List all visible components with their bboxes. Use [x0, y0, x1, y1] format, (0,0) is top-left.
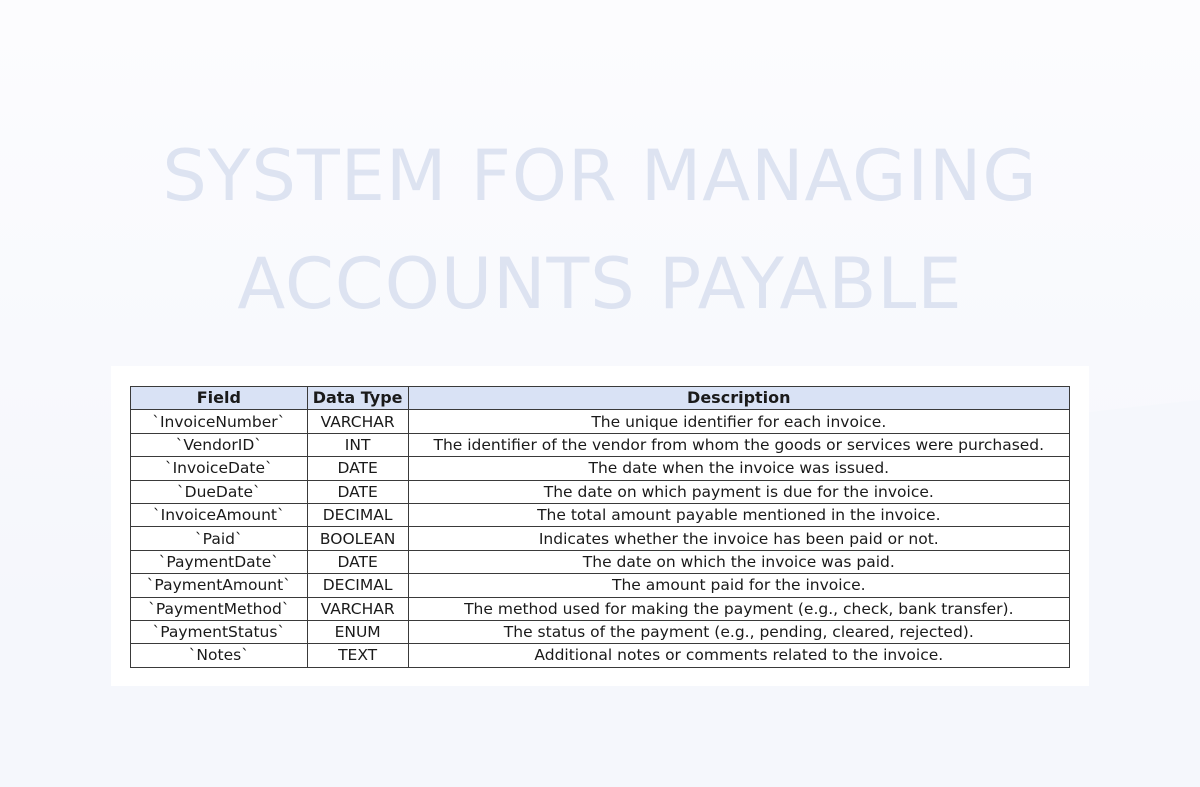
table-card [111, 366, 1089, 686]
table-row [131, 457, 1070, 480]
cell-field: `VendorID` [131, 433, 308, 456]
cell-description: Indicates whether the invoice has been paid or not. [408, 527, 1069, 550]
cell-description: The unique identifier for each invoice. [408, 410, 1069, 433]
page-title-line-2: ACCOUNTS PAYABLE [237, 243, 963, 325]
cell-data-type: VARCHAR [307, 597, 408, 620]
table-row [131, 620, 1070, 643]
cell-description: The date when the invoice was issued. [408, 457, 1069, 480]
cell-data-type: DATE [307, 480, 408, 503]
cell-field: `PaymentMethod` [131, 597, 308, 620]
cell-field: `Paid` [131, 527, 308, 550]
cell-description: Additional notes or comments related to the invoice. [408, 644, 1069, 667]
cell-field: `PaymentStatus` [131, 620, 308, 643]
fields-table [130, 386, 1070, 668]
cell-field: `InvoiceAmount` [131, 503, 308, 526]
cell-data-type: DATE [307, 457, 408, 480]
page-title-line-1: SYSTEM FOR MANAGING [162, 135, 1038, 217]
cell-field: `InvoiceNumber` [131, 410, 308, 433]
table-row [131, 503, 1070, 526]
cell-field: `PaymentDate` [131, 550, 308, 573]
table-header [131, 387, 1070, 410]
table-row [131, 574, 1070, 597]
table-header-row [131, 387, 1070, 410]
cell-field: `Notes` [131, 644, 308, 667]
table-row [131, 410, 1070, 433]
table-row [131, 644, 1070, 667]
column-header-description: Description [408, 387, 1069, 410]
cell-description: The identifier of the vendor from whom the goods or services were purchased. [408, 433, 1069, 456]
cell-data-type: DECIMAL [307, 503, 408, 526]
cell-description: The date on which the invoice was paid. [408, 550, 1069, 573]
cell-field: `InvoiceDate` [131, 457, 308, 480]
cell-data-type: DATE [307, 550, 408, 573]
table-body [131, 410, 1070, 667]
table-row [131, 597, 1070, 620]
cell-data-type: INT [307, 433, 408, 456]
cell-description: The total amount payable mentioned in the invoice. [408, 503, 1069, 526]
cell-description: The date on which payment is due for the invoice. [408, 480, 1069, 503]
cell-data-type: BOOLEAN [307, 527, 408, 550]
cell-data-type: ENUM [307, 620, 408, 643]
cell-data-type: DECIMAL [307, 574, 408, 597]
cell-description: The amount paid for the invoice. [408, 574, 1069, 597]
cell-description: The status of the payment (e.g., pending, cleared, rejected). [408, 620, 1069, 643]
column-header-field: Field [131, 387, 308, 410]
table-row [131, 480, 1070, 503]
column-header-data-type: Data Type [307, 387, 408, 410]
cell-field: `DueDate` [131, 480, 308, 503]
cell-field: `PaymentAmount` [131, 574, 308, 597]
cell-description: The method used for making the payment (e.g., check, bank transfer). [408, 597, 1069, 620]
table-row [131, 433, 1070, 456]
table-row [131, 550, 1070, 573]
table-row [131, 527, 1070, 550]
page-title [0, 122, 1200, 338]
cell-data-type: VARCHAR [307, 410, 408, 433]
cell-data-type: TEXT [307, 644, 408, 667]
